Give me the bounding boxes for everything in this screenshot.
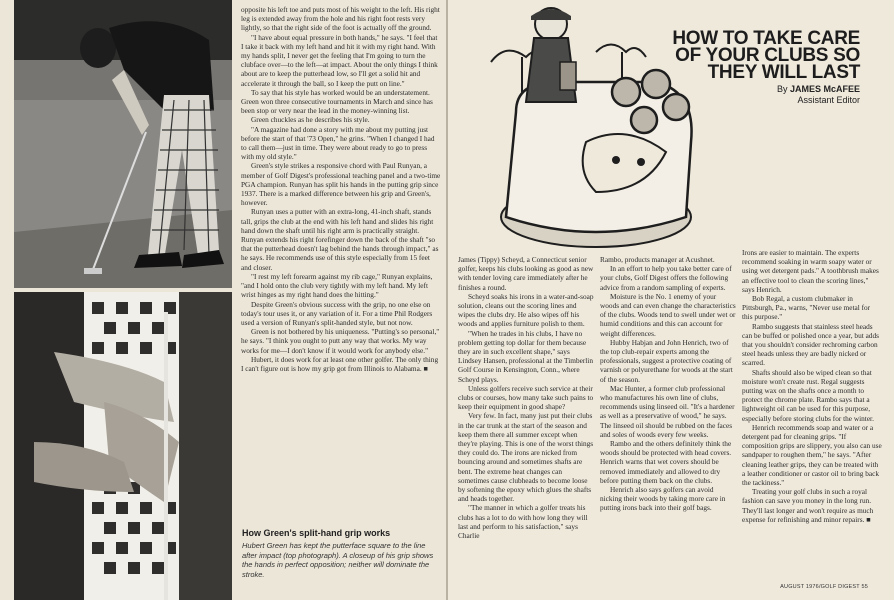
sidebar-paragraph: Green's style strikes a responsive chord with Paul Runyan, a member of Golf Digest's professional teaching panel and a two-time PGA champion. Runyan has split his hands in the putting grip since 1937. There is a marked difference between his grip and Green's, however.	[241, 161, 441, 208]
author-role: Assistant Editor	[797, 95, 860, 105]
photo-caption-text: Hubert Green has kept the putterface square to the line after impact (top photograph). A closeup of his grip shows the hands in perfect opposition; neither will dominate the stroke.	[242, 541, 434, 579]
article-paragraph: Henrich recommends soap and water or a detergent pad for cleaning grips. "If composition grips are slippery, you also can use sandpaper to roughen them," he says. "After cleaning leather grips, they can be treated with a leather conditioner or castor oil to bring back the tackiness."	[742, 422, 882, 488]
byline-prefix: By	[776, 84, 788, 94]
article-paragraph: "When he trades in his clubs, I have no problem getting top dollar for them because they are in such excellent shape," says Lindsey Hansen, professional at the Timberlin Golf Course in Kensington, Conn., where Scheyd plays.	[458, 328, 593, 384]
article-paragraph: Hubby Habjan and John Henrich, two of the top club-repair experts among the professionals, suggest a protective coating of varnish or polyurethane for woods at the start of the season.	[600, 337, 733, 384]
author-name: JAMES McAFEE	[789, 84, 860, 94]
article-paragraph: Mac Hunter, a former club professional who manufactures his own line of clubs, recommends using linseed oil. "It's a hardener as well as a preservative of wood," he says. The linseed oil should be rubbed on the faces and soles of woods every few weeks.	[600, 383, 735, 439]
sidebar-paragraph: To say that his style has worked would be an understatement. Green won three consecutive tournaments in March and since has been stop or very near the lead in the money-winning list.	[241, 87, 433, 116]
grip-closeup-illustration	[14, 292, 232, 600]
article-paragraph: Bob Regal, a custom clubmaker in Pittsburgh, Pa., warns, "Never use metal for this purpose."	[742, 294, 871, 322]
sidebar-paragraph: Green is not bothered by his uniqueness. "Putting's so personal," he says. "I think you ought to putt any way that works. My way works for me—I don't know if it would work for anybody else."	[241, 327, 440, 355]
article-column-3	[742, 248, 882, 524]
article-paragraph: Scheyd soaks his irons in a water-and-soap solution, cleans out the scoring lines and wipes the clubs dry. He also wipes off his woods and applies furniture polish to them.	[458, 291, 594, 329]
sidebar-paragraph: "I rest my left forearm against my rib cage," Runyan explains, "and I hold onto the club very tightly with my left hand. My left wrist hinges as my right hand does the hitting."	[241, 271, 433, 300]
article-paragraph: Irons are easier to maintain. The experts recommend soaking in warm soapy water or using wet detergent pads." A toothbrush makes an effective tool to clean the scoring lines," says Henrich.	[742, 248, 879, 294]
article-paragraph: Unless golfers receive such service at their clubs or courses, how many take such pains to keep their equipment in good shape?	[458, 383, 594, 412]
article-paragraph: Rambo and the others definitely think the woods should be protected with head covers. Henrich warns that wet covers should be removed immediately and allowed to dry before putting them back on the clubs.	[600, 439, 732, 485]
golfer-putting-photo	[14, 0, 232, 288]
article-column-2	[600, 255, 737, 513]
sidebar-paragraph: opposite his left toe and puts most of his weight to the left. His right leg is extended away from the hole and his right foot rests very lightly, so that the right side of the foot is actually off the ground.	[241, 5, 440, 33]
article-paragraph: In an effort to help you take better care of your clubs, Golf Digest offers the following advice from a random sampling of experts.	[600, 264, 732, 292]
article-paragraph: Shafts should also be wiped clean so that moisture won't create rust. Regal suggests putting wax on the shafts once a month to protect the chrome plate. Rambo says that a lightweight oil can be used for this purpose, especially before storing clubs for the winter.	[742, 367, 874, 423]
article-paragraph: Rambo, products manager at Acushnet.	[600, 255, 715, 264]
sidebar-paragraph: Runyan uses a putter with an extra-long, 41-inch shaft, stands tall, grips the club at the end with his left hand and slides his right hand down the shaft until his right arm is practically straight. Runyan extends his right forefinger down the back of the shaft "so that the putterhead doesn't lag behind the hands through impact," as he says. He recommends use of this style especially from 15 feet and closer.	[241, 207, 439, 272]
article-paragraph: Very few. In fact, many just put their clubs in the car trunk at the start of the season and keep them there all summer except when they're playing. This is one of the worst things they could do. The irons are nicked from bouncing around and sometimes shafts are bent. The extreme heat changes can sometimes cause clubheads to become loose by softening the epoxy which glues the shafts and heads together.	[458, 411, 594, 504]
sidebar-paragraph: Hubert, it does work for at least one other golfer. The only thing I can't figure out is how my grip got from Illinois to Alabama. ■	[241, 354, 439, 373]
sidebar-paragraph: Green chuckles as he describes his style.	[251, 115, 370, 125]
page-footer: AUGUST 1976/GOLF DIGEST 55	[780, 584, 868, 590]
article-byline	[777, 84, 860, 94]
article-paragraph: James (Tippy) Scheyd, a Connecticut senior golfer, keeps his clubs looking as good as new with tender loving care immediately after he finishes a round.	[458, 255, 594, 292]
sidebar-paragraph: "I have about equal pressure in both hands," he says. "I feel that I take it back with my left hand and hit it with my right hand. With my hands split, I never get the feeling that I'm going to turn the clubface over—to the left—at impact. About the only things I think about are to keep the putterhead low, so I'll get a solid hit and accelerate it through the ball, so I keep the putt on line."	[241, 32, 438, 88]
article-paragraph: Treating your golf clubs in such a royal fashion can save you money in the long run. They'll last longer and won't require as much expense for refinishing and minor repairs. ■	[742, 487, 874, 524]
golfer-putting-illustration	[14, 0, 232, 288]
left-page	[0, 0, 446, 600]
right-page	[448, 0, 894, 600]
sidebar-paragraph: Despite Green's obvious success with the grip, no one else on today's tour uses it, or any variation of it. For a time Phil Rodgers used a version of Runyan's split-handed style, but not now.	[241, 299, 433, 327]
article-paragraph: "The manner in which a golfer treats his clubs has a lot to do with how long they will last and perform to his satisfaction," says Charlie	[458, 503, 588, 541]
photo-caption-title: How Green's split-hand grip works	[242, 528, 391, 538]
article-paragraph: Henrich also says golfers can avoid nicking their woods by taking more care in putting irons back into their golf bags.	[600, 485, 726, 513]
article-column-1	[458, 255, 595, 540]
article-paragraph: Rambo suggests that stainless steel heads can be buffed or polished once a year, but adds that you shouldn't consider rechroming carbon steel heads unless they are badly nicked or scarred.	[742, 321, 879, 368]
split-grip-closeup-photo	[14, 292, 232, 600]
article-paragraph: Moisture is the No. 1 enemy of your woods and can even change the characteristics of the clubs. Woods tend to swell under wet or humid conditions and this can account for weight differences.	[600, 291, 736, 338]
article-headline: HOW TO TAKE CARE OF YOUR CLUBS SO THEY WILL LAST	[672, 28, 860, 83]
sidebar-text-column	[241, 5, 441, 373]
sidebar-paragraph: "A magazine had done a story with me about my putting just before the start of that '73 Open," he grins. "When I changed I had to call them—just in time. They were about ready to go to press with my old style."	[241, 124, 435, 162]
